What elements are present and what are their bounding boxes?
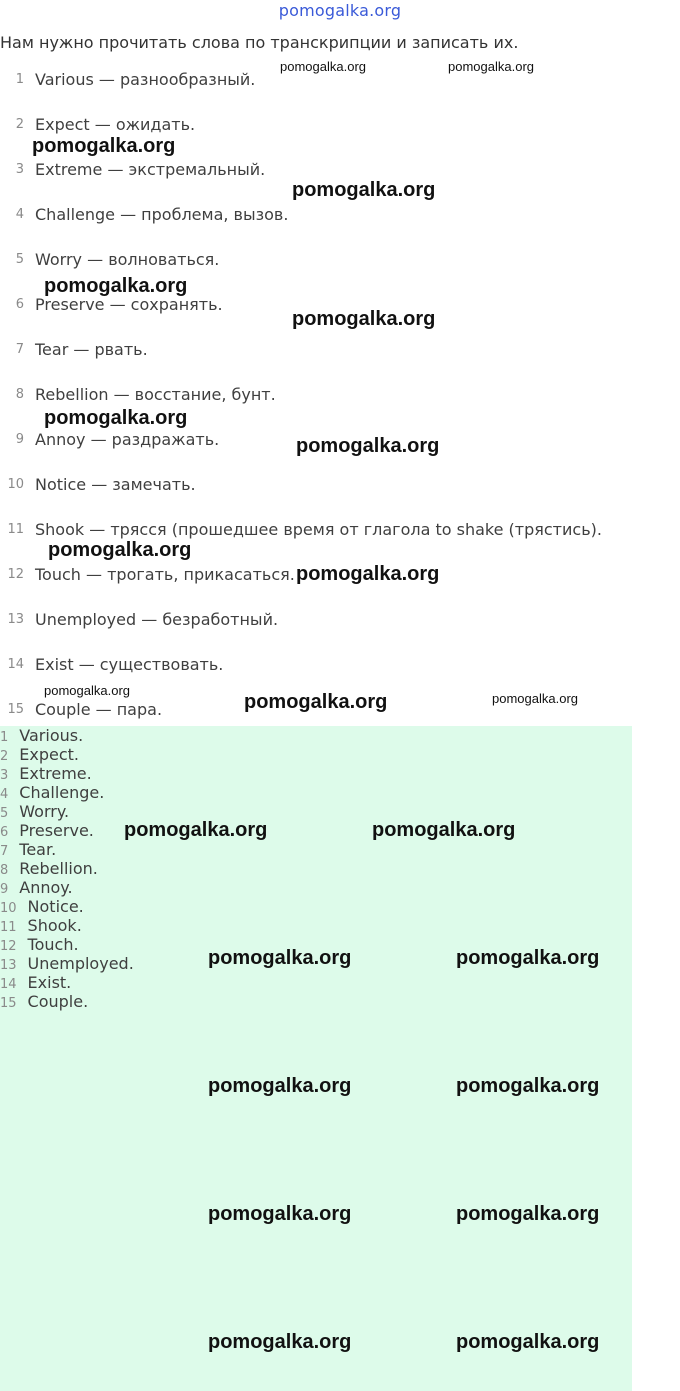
watermark-text: pomogalka.org (296, 563, 440, 585)
watermark-text: pomogalka.org (44, 683, 130, 698)
list-item (0, 802, 632, 821)
watermark-text: pomogalka.org (208, 947, 352, 969)
item-text: Rebellion. (19, 859, 98, 878)
item-text: Preserve — сохранять. (35, 294, 223, 314)
watermark-text: pomogalka.org (292, 308, 436, 330)
watermark-text: pomogalka.org (456, 1203, 600, 1225)
list-item (0, 821, 632, 840)
item-number: 13 (0, 958, 17, 973)
item-number: 7 (0, 844, 9, 859)
list-item (0, 878, 632, 897)
watermark-text: pomogalka.org (44, 275, 188, 297)
item-text: Exist — существовать. (35, 654, 224, 674)
item-number: 2 (15, 116, 24, 132)
item-number: 4 (15, 206, 24, 222)
item-text: Extreme — экстремальный. (35, 159, 266, 179)
item-text: Challenge. (19, 783, 105, 802)
item-number: 15 (7, 701, 24, 717)
list-item (0, 157, 632, 181)
site-watermark-top: pomogalka.org (278, 1, 402, 20)
item-number: 10 (0, 901, 17, 916)
watermark-text: pomogalka.org (244, 691, 388, 713)
item-text: Unemployed. (27, 954, 134, 973)
watermark-text: pomogalka.org (456, 1331, 600, 1353)
item-text: Annoy — раздражать. (35, 429, 220, 449)
item-text: Various — разнообразный. (35, 69, 256, 89)
list-item (0, 202, 632, 226)
item-text: Preserve. (19, 821, 94, 840)
list-item (0, 764, 632, 783)
item-text: Notice — замечать. (35, 474, 196, 494)
list-item (0, 652, 632, 676)
intro-text: Нам нужно прочитать слова по транскрипции и записать их. (0, 33, 519, 52)
watermark-text: pomogalka.org (32, 135, 176, 157)
item-number: 8 (0, 863, 9, 878)
item-number: 3 (0, 768, 9, 783)
item-text: Tear — рвать. (35, 339, 148, 359)
item-number: 7 (15, 341, 24, 357)
list-item (0, 745, 632, 764)
item-text: Worry — волноваться. (35, 249, 220, 269)
item-text: Worry. (19, 802, 70, 821)
item-number: 10 (7, 476, 24, 492)
item-text: Rebellion — восстание, бунт. (35, 384, 276, 404)
item-number: 9 (0, 882, 9, 897)
item-number: 15 (0, 996, 17, 1011)
item-number: 9 (15, 431, 24, 447)
watermark-text: pomogalka.org (456, 947, 600, 969)
item-text: Various. (19, 726, 84, 745)
watermark-text: pomogalka.org (280, 59, 366, 74)
watermark-text: pomogalka.org (208, 1203, 352, 1225)
watermark-text: pomogalka.org (48, 539, 192, 561)
item-text: Challenge — проблема, вызов. (35, 204, 289, 224)
item-text: Notice. (27, 897, 84, 916)
item-number: 2 (0, 749, 9, 764)
watermark-text: pomogalka.org (124, 819, 268, 841)
item-text: Shook — тряcся (прошедшее время от глагола to shake (трястись). (35, 519, 602, 539)
item-number: 4 (0, 787, 9, 802)
list-item (0, 992, 632, 1011)
item-text: Couple — пара. (35, 699, 163, 719)
list-item (0, 840, 632, 859)
item-text: Expect — ожидать. (35, 114, 196, 134)
list-item (0, 472, 632, 496)
item-text: Touch — трогать, прикасаться. (35, 564, 295, 584)
list-item (0, 859, 632, 878)
item-text: Unemployed — безработный. (35, 609, 279, 629)
item-number: 14 (0, 977, 17, 992)
item-number: 13 (7, 611, 24, 627)
item-text: Couple. (27, 992, 89, 1011)
watermark-text: pomogalka.org (296, 435, 440, 457)
list-item (0, 382, 632, 406)
item-number: 1 (0, 730, 9, 745)
watermark-text: pomogalka.org (372, 819, 516, 841)
list-item (0, 607, 632, 631)
item-text: Annoy. (19, 878, 73, 897)
answer-list (0, 726, 632, 1391)
list-item (0, 726, 632, 745)
item-text: Touch. (27, 935, 79, 954)
item-number: 12 (7, 566, 24, 582)
list-item (0, 897, 632, 916)
list-item (0, 112, 632, 136)
item-text: Shook. (27, 916, 82, 935)
item-number: 14 (7, 656, 24, 672)
item-number: 11 (0, 920, 17, 935)
item-text: Expect. (19, 745, 80, 764)
watermark-text: pomogalka.org (208, 1331, 352, 1353)
item-number: 11 (7, 521, 24, 537)
watermark-text: pomogalka.org (492, 691, 578, 706)
item-number: 5 (15, 251, 24, 267)
list-item (0, 337, 632, 361)
item-text: Extreme. (19, 764, 92, 783)
watermark-text: pomogalka.org (456, 1075, 600, 1097)
item-number: 8 (15, 386, 24, 402)
list-item (0, 973, 632, 992)
item-text: Exist. (27, 973, 72, 992)
item-number: 1 (15, 71, 24, 87)
list-item (0, 517, 632, 541)
watermark-text: pomogalka.org (208, 1075, 352, 1097)
item-number: 6 (15, 296, 24, 312)
item-number: 12 (0, 939, 17, 954)
watermark-text: pomogalka.org (44, 407, 188, 429)
list-item (0, 783, 632, 802)
list-item (0, 247, 632, 271)
watermark-text: pomogalka.org (448, 59, 534, 74)
item-number: 5 (0, 806, 9, 821)
item-number: 3 (15, 161, 24, 177)
item-text: Tear. (19, 840, 57, 859)
list-item (0, 916, 632, 935)
watermark-text: pomogalka.org (292, 179, 436, 201)
item-number: 6 (0, 825, 9, 840)
